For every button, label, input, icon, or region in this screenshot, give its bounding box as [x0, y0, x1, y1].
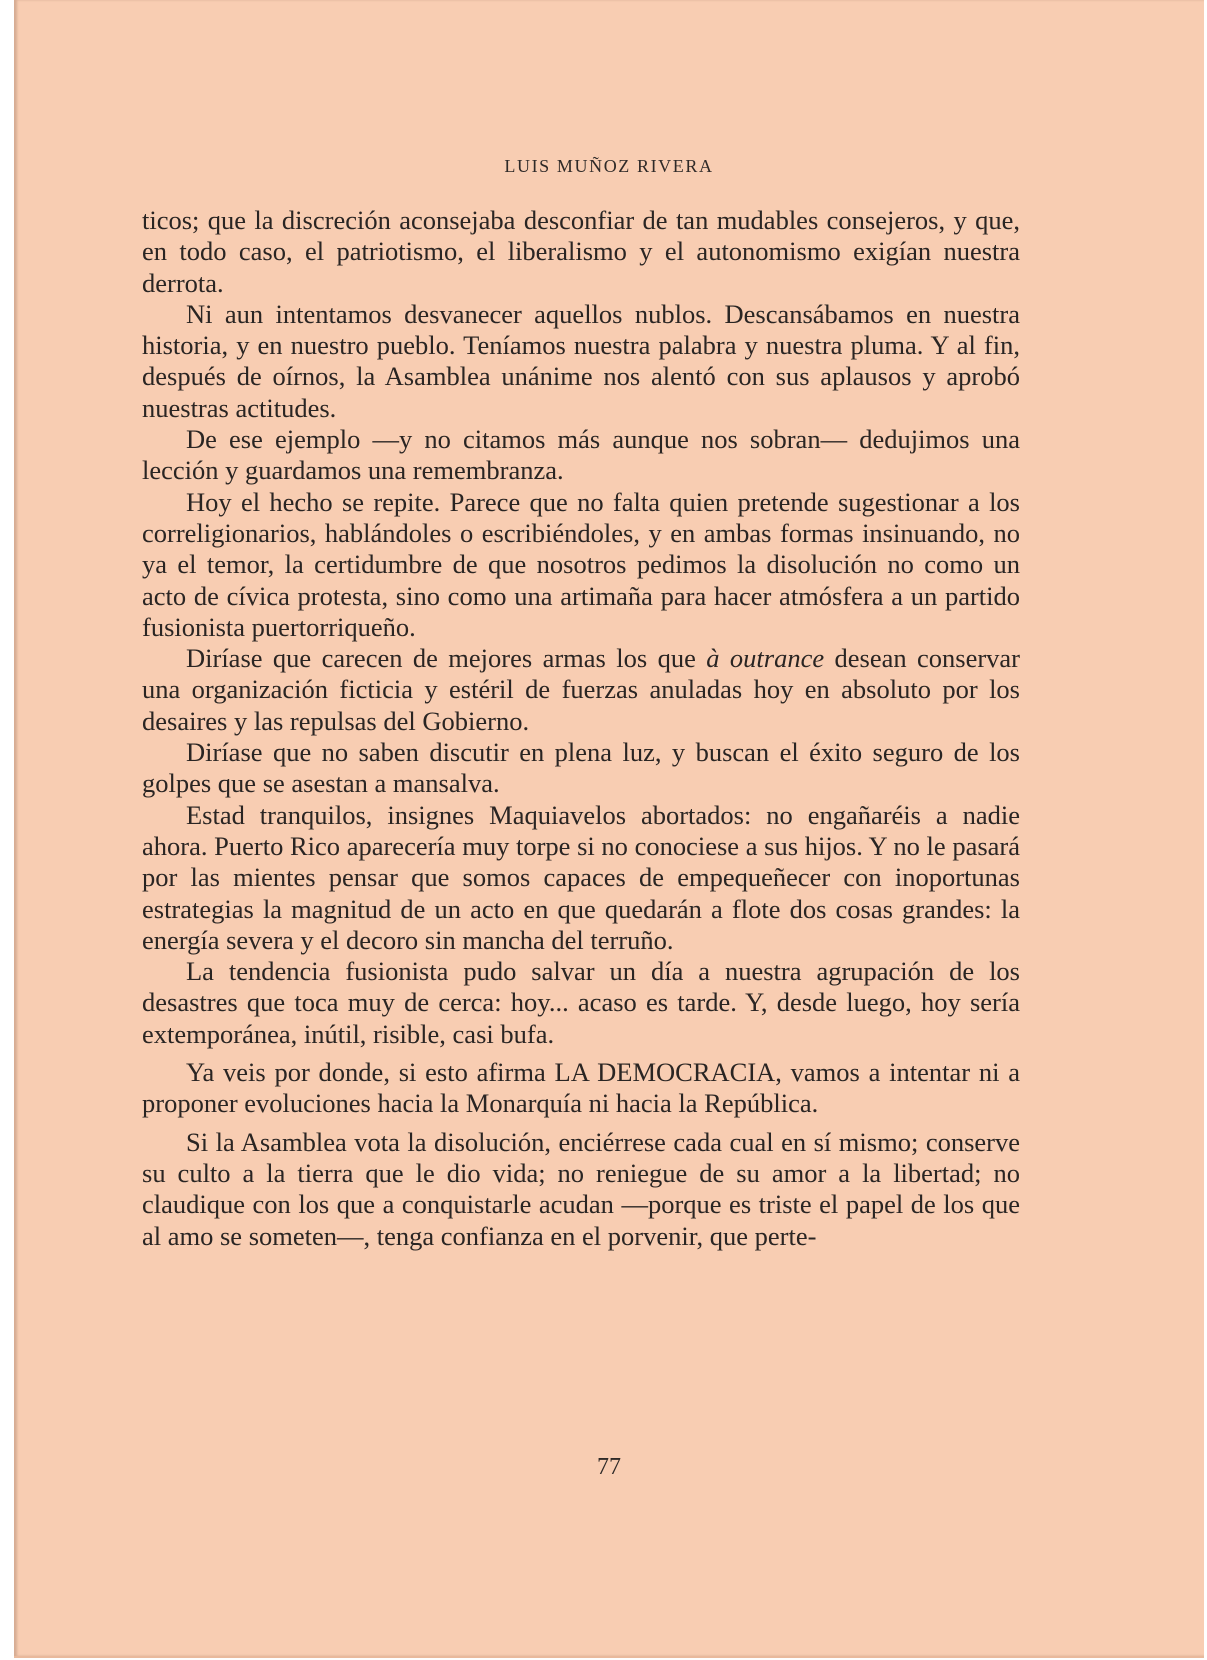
- paragraph-text: desean conservar una organización ficticia y estéril de fuerzas anuladas hoy en absoluto por los desaires y las repulsas del Gobierno.: [142, 643, 1021, 736]
- paragraph: La tendencia fusionista pudo salvar un día a nuestra agrupación de los desastres que toca muy de cerca: hoy... acaso es tarde. Y, desde luego, hoy sería extemporánea, inútil, risible, casi bufa.: [142, 956, 1020, 1049]
- paragraph: Estad tranquilos, insignes Maquiavelos abortados: no engañaréis a nadie ahora. Puerto Rico aparecería muy torpe si no conociese a sus hijos. Y no le pasará por las mientes pensar que somos capaces de empequeñecer con inoportunas estrategias la magnitud de un acto en que quedarán a flote dos cosas grandes: la energía severa y el decoro sin mancha del terruño.: [142, 799, 1020, 955]
- paragraph: De ese ejemplo —y no citamos más aunque nos sobran— dedujimos una lección y guardamos una remembranza.: [142, 424, 1020, 486]
- book-page: [14, 0, 1204, 1658]
- paragraph: ticos; que la discreción aconsejaba desconfiar de tan mudables consejeros, y que, en todo caso, el patriotismo, el liberalismo y el autonomismo exigían nuestra derrota.: [142, 205, 1020, 298]
- paragraph: Hoy el hecho se repite. Parece que no falta quien pretende sugestionar a los correligionarios, hablándoles o escribiéndoles, y en ambas formas insinuando, no ya el temor, la certidumbre de que nosotros pedimos la disolución no como un acto de cívica protesta, sino como una artimaña para hacer atmósfera a un partido fusionista puertorriqueño.: [142, 486, 1020, 642]
- paragraph: Ya veis por donde, si esto afirma LA DEMOCRACIA, vamos a intentar ni a proponer evoluciones hacia la Monarquía ni hacia la República.: [142, 1057, 1020, 1119]
- paragraph: Diríase que no saben discutir en plena luz, y buscan el éxito seguro de los golpes que se asestan a mansalva.: [142, 737, 1020, 799]
- paragraph: Ni aun intentamos desvanecer aquellos nublos. Descansábamos en nuestra historia, y en nuestro pueblo. Teníamos nuestra palabra y nuestra pluma. Y al fin, después de oírnos, la Asamblea unánime nos alentó con sus aplausos y aprobó nuestras actitudes.: [142, 298, 1020, 423]
- body-text: [142, 205, 1020, 1252]
- page-number: 77: [597, 1454, 621, 1480]
- running-head: LUIS MUÑOZ RIVERA: [504, 156, 714, 176]
- italic-phrase: à outrance: [706, 643, 825, 674]
- paragraph: [142, 643, 1020, 737]
- paragraph: Si la Asamblea vota la disolución, enciérrese cada cual en sí mismo; conserve su culto a la tierra que le dio vida; no reniegue de su amor a la libertad; no claudique con los que a conquistarle acudan —porque es triste el papel de los que al amo se someten—, tenga confianza en el porvenir, que perte-: [142, 1126, 1020, 1251]
- paragraph-text: Diríase que carecen de mejores armas los que: [186, 643, 707, 674]
